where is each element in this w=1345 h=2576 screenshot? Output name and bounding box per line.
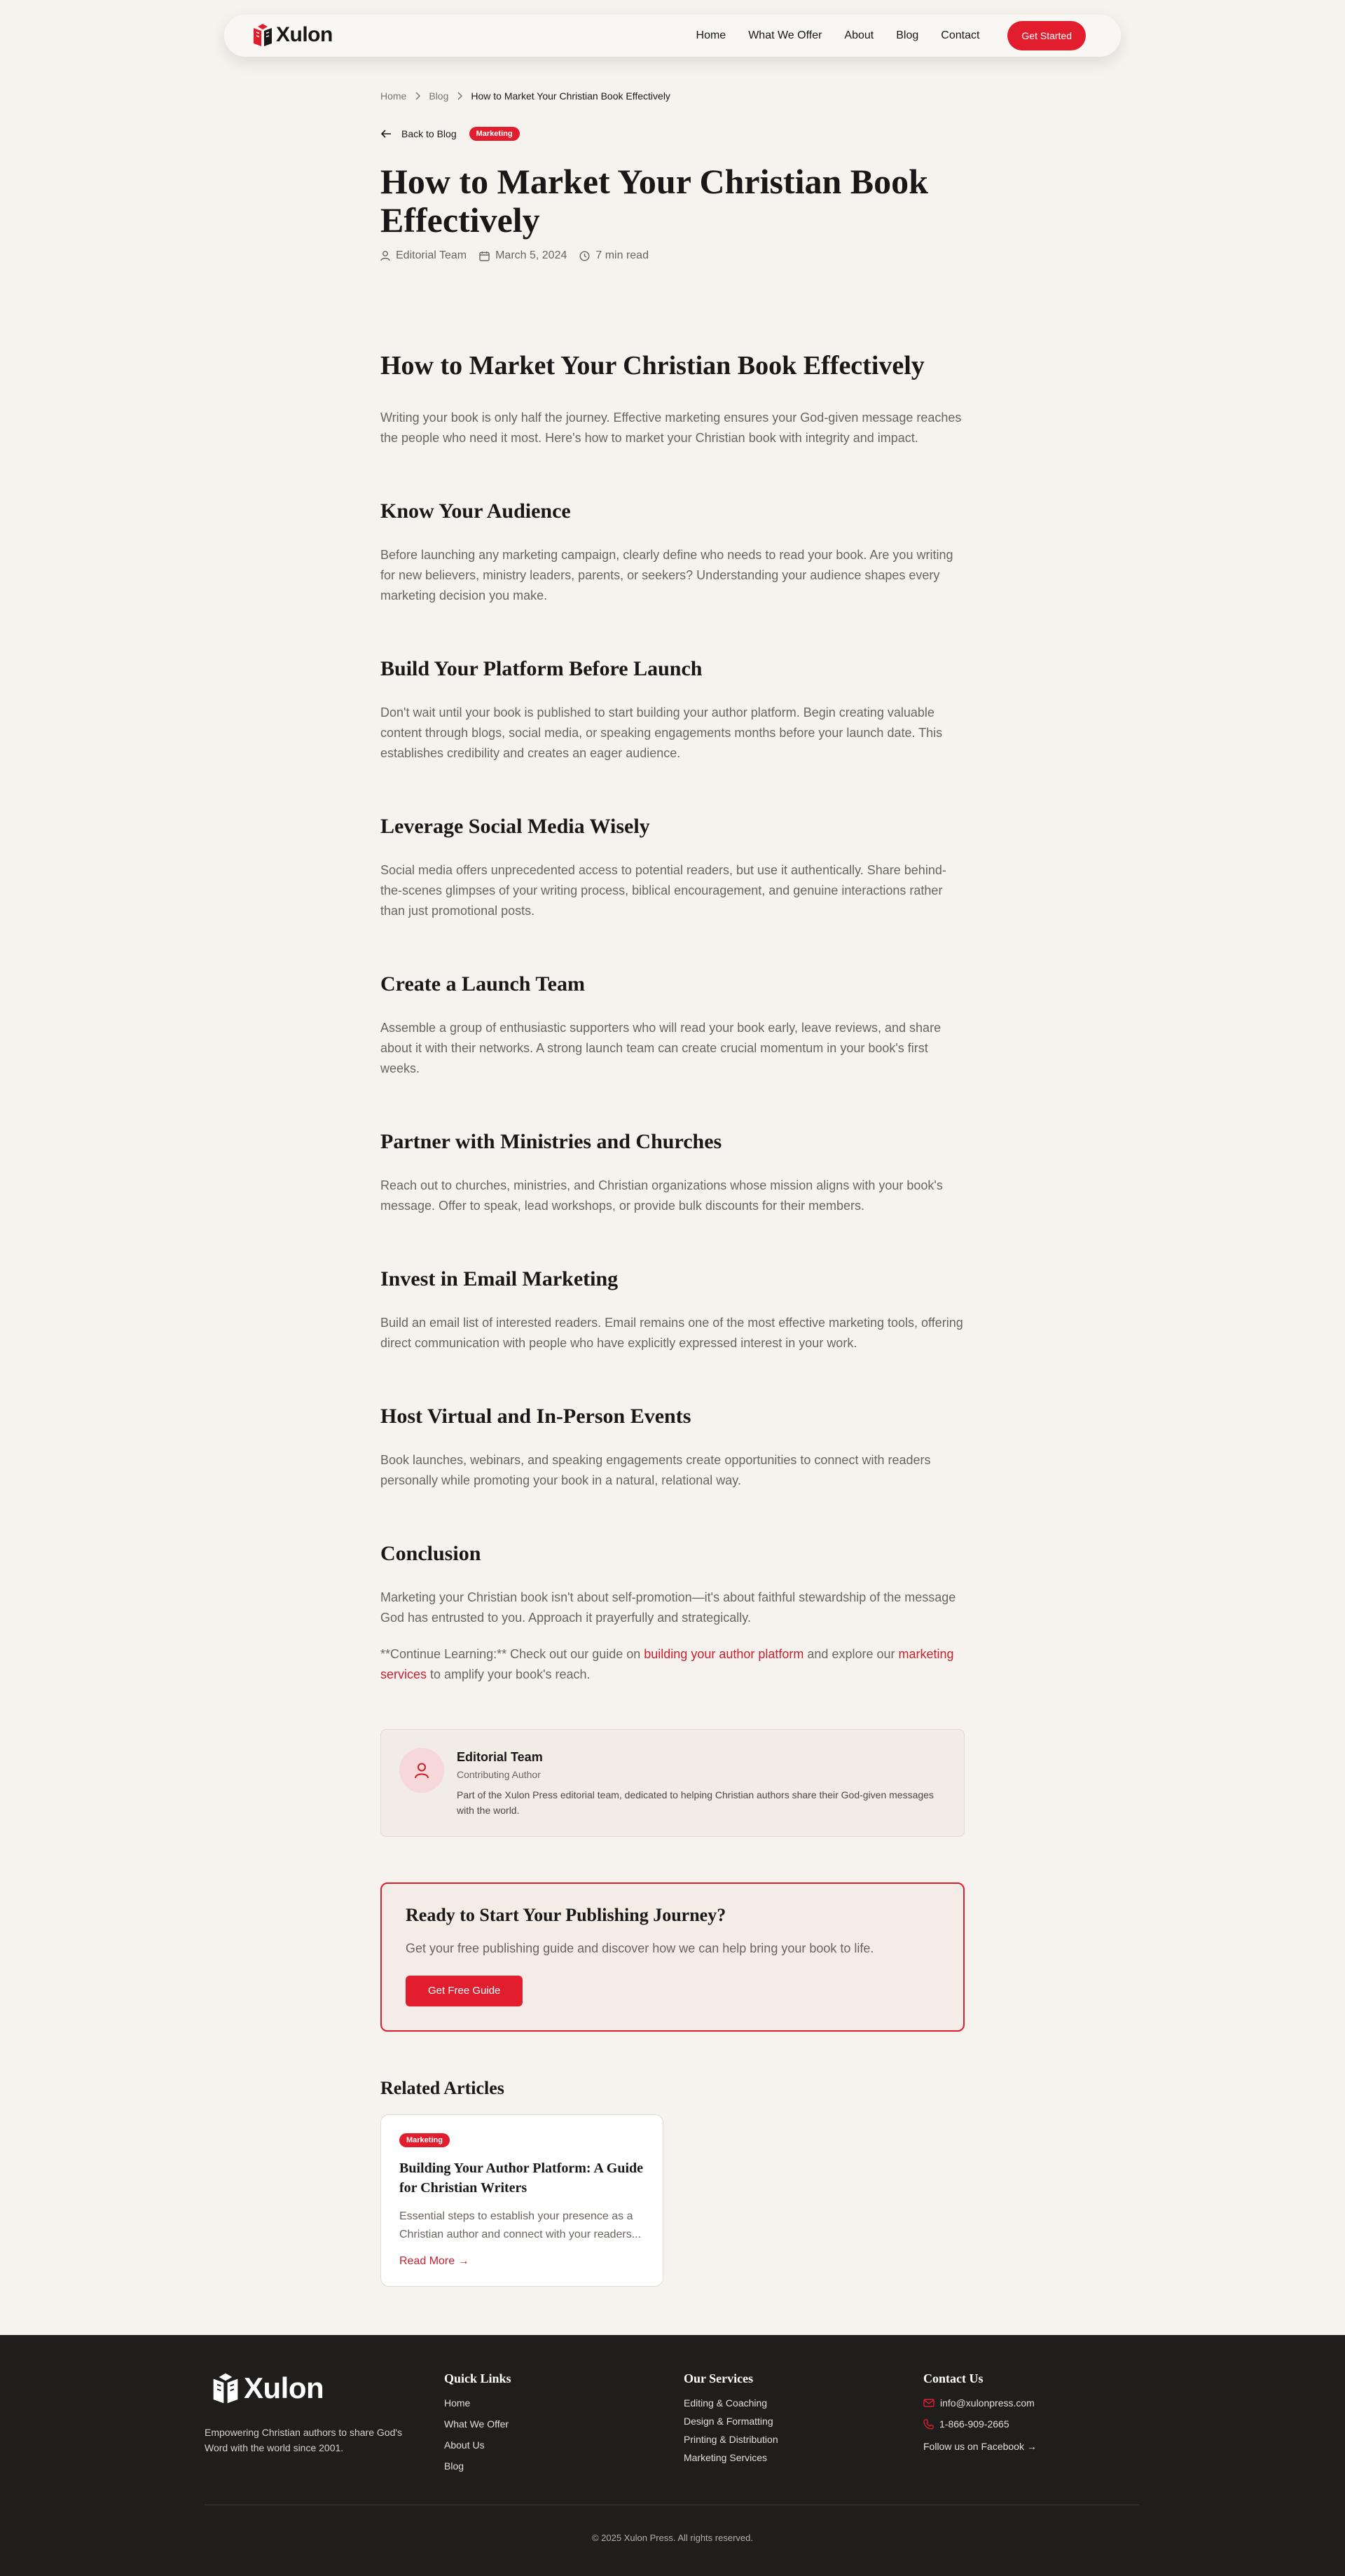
section-body: Social media offers unprecedented access to potential readers, but use it authentically. Share behind-the-scenes glimpses of your writing process, biblical encouragement, and genuine interactions rather than just promotional posts.	[380, 862, 946, 918]
conclusion-heading: Conclusion	[380, 1541, 481, 1565]
footer-link-about-us[interactable]: About Us	[444, 2439, 485, 2451]
back-to-blog-link[interactable]: Back to Blog	[401, 128, 457, 139]
meta-author-text: Editorial Team	[396, 249, 467, 261]
footer-service-marketing[interactable]: Marketing Services	[684, 2452, 768, 2463]
article-body	[380, 350, 965, 2287]
section-body: Before launching any marketing campaign, clearly define who needs to read your book. Are you writing for new believers, ministry leaders, parents, or seekers? Understanding your audience shapes every marketing decision you make.	[380, 547, 953, 602]
top-navbar	[224, 15, 1121, 57]
article-heading: How to Market Your Christian Book Effectively	[380, 351, 925, 380]
author-info	[457, 1748, 947, 1818]
footer-service-design[interactable]: Design & Formatting	[684, 2416, 773, 2427]
copyright: © 2025 Xulon Press. All rights reserved.	[592, 2533, 753, 2543]
section-heading: Know Your Audience	[380, 499, 571, 523]
section-body: Build an email list of interested readers. Email remains one of the most effective marketing tools, offering direct communication with people who have explicitly expressed interest in your work.	[380, 1315, 963, 1350]
footer-service-printing[interactable]: Printing & Distribution	[684, 2434, 778, 2445]
footer-contact-title: Contact Us	[923, 2371, 984, 2385]
nav-what-we-offer[interactable]: What We Offer	[748, 29, 822, 41]
nav-contact[interactable]: Contact	[941, 29, 980, 41]
footer-services-title: Our Services	[684, 2371, 754, 2385]
footer-tagline: Empowering Christian authors to share God's Word with the world since 2001.	[205, 2427, 403, 2453]
footer-contact	[923, 2371, 1037, 2452]
section-heading: Leverage Social Media Wisely	[380, 814, 650, 838]
chevron-right-icon	[415, 92, 420, 100]
cta-title: Ready to Start Your Publishing Journey?	[406, 1904, 726, 1925]
footer-email[interactable]: info@xulonpress.com	[940, 2397, 1035, 2409]
footer-link-blog[interactable]: Blog	[444, 2460, 464, 2472]
breadcrumb-home[interactable]: Home	[380, 90, 407, 102]
facebook-link[interactable]: Follow us on Facebook →	[923, 2441, 1037, 2452]
cta-box	[380, 1882, 965, 2032]
main-nav	[696, 20, 1086, 51]
book-logo-icon	[252, 22, 273, 48]
meta-read-time	[579, 249, 649, 262]
back-row	[380, 127, 520, 141]
footer-link-home[interactable]: Home	[444, 2397, 471, 2409]
footer-phone[interactable]: 1-866-909-2665	[939, 2418, 1009, 2430]
section-heading: Partner with Ministries and Churches	[380, 1129, 722, 1153]
section-body: Book launches, webinars, and speaking engagements create opportunities to connect with readers personally while promoting your book in a natural, relational way.	[380, 1452, 931, 1487]
section-heading: Host Virtual and In-Person Events	[380, 1404, 691, 1428]
footer-logo[interactable]	[212, 2371, 324, 2405]
continue-middle: and explore our	[803, 1646, 899, 1661]
continue-learning	[380, 1644, 965, 1685]
section-heading: Invest in Email Marketing	[380, 1267, 619, 1290]
section-body: Don't wait until your book is published to start building your author platform. Begin creating valuable content through blogs, social media, or speaking engagements months before your launch date. This establishes credibility and creates an eager audience.	[380, 705, 943, 760]
breadcrumb	[380, 90, 670, 102]
author-role: Contributing Author	[457, 1768, 541, 1780]
nav-about[interactable]: About	[844, 29, 874, 41]
meta-read-time-text: 7 min read	[595, 249, 649, 261]
author-name: Editorial Team	[457, 1749, 543, 1764]
continue-prefix: **Continue Learning:** Check out our guide on	[380, 1646, 644, 1661]
category-badge: Marketing	[399, 2133, 450, 2147]
clock-icon	[579, 251, 590, 261]
footer-quick-links-title: Quick Links	[444, 2371, 511, 2385]
related-article-card[interactable]	[380, 2114, 663, 2287]
nav-blog[interactable]: Blog	[896, 29, 919, 41]
breadcrumb-current: How to Market Your Christian Book Effectively	[471, 90, 670, 102]
footer-services	[684, 2371, 778, 2470]
user-icon	[414, 1762, 429, 1779]
meta-date	[479, 249, 567, 262]
section-body: Reach out to churches, ministries, and Christian organizations whose mission aligns with your book's message. Offer to speak, lead workshops, or provide bulk discounts for their members.	[380, 1178, 943, 1213]
section-body: Assemble a group of enthusiastic supporters who will read your book early, leave reviews, and share about it with their networks. A strong launch team can create crucial momentum in your book's first weeks.	[380, 1020, 942, 1075]
footer-link-what-we-offer[interactable]: What We Offer	[444, 2418, 509, 2430]
section-heading: Build Your Platform Before Launch	[380, 656, 703, 680]
footer-phone-row[interactable]	[923, 2418, 1037, 2430]
meta-date-text: March 5, 2024	[495, 249, 567, 261]
read-more-link[interactable]: Read More →	[399, 2254, 469, 2267]
logo[interactable]	[252, 22, 333, 48]
category-badge: Marketing	[469, 127, 520, 141]
related-article-excerpt: Essential steps to establish your presence as a Christian author and connect with your readers...	[399, 2210, 642, 2240]
author-bio: Part of the Xulon Press editorial team, dedicated to helping Christian authors share their God-given messages with the world.	[457, 1789, 934, 1816]
get-free-guide-button[interactable]: Get Free Guide	[406, 1976, 523, 2006]
footer-email-row[interactable]	[923, 2397, 1037, 2409]
post-meta	[380, 249, 661, 262]
avatar	[399, 1748, 444, 1793]
page-title: How to Market Your Christian Book Effectively	[380, 162, 928, 240]
phone-icon	[923, 2419, 934, 2430]
conclusion-body: Marketing your Christian book isn't about self-promotion—it's about faithful stewardship of the message God has entrusted to you. Approach it prayerfully and strategically.	[380, 1590, 956, 1625]
arrow-left-icon[interactable]	[380, 129, 392, 139]
logo-text: Xulon	[276, 23, 333, 46]
user-icon	[380, 250, 390, 261]
related-articles-title: Related Articles	[380, 2077, 504, 2098]
footer-logo-text: Xulon	[244, 2371, 324, 2404]
book-logo-icon	[212, 2371, 240, 2405]
related-article-title[interactable]: Building Your Author Platform: A Guide for Christian Writers	[399, 2160, 644, 2196]
get-started-button[interactable]: Get Started	[1007, 21, 1086, 50]
footer-service-editing[interactable]: Editing & Coaching	[684, 2397, 768, 2409]
calendar-icon	[479, 251, 490, 261]
article-intro: Writing your book is only half the journey. Effective marketing ensures your God-given message reaches the people who need it most. Here's how to market your Christian book with integrity and impact.	[380, 410, 962, 445]
marketing-services-link[interactable]: marketing services	[380, 1646, 954, 1681]
author-platform-link[interactable]: building your author platform	[644, 1646, 804, 1661]
cta-text: Get your free publishing guide and discover how we can help bring your book to life.	[406, 1941, 874, 1955]
footer	[0, 2335, 1345, 2576]
chevron-right-icon	[457, 92, 462, 100]
meta-author	[380, 249, 467, 262]
author-card	[380, 1729, 965, 1837]
breadcrumb-blog[interactable]: Blog	[429, 90, 449, 102]
continue-suffix: to amplify your book's reach.	[427, 1667, 591, 1681]
footer-quick-links	[444, 2371, 511, 2481]
nav-home[interactable]: Home	[696, 29, 726, 41]
mail-icon	[923, 2399, 934, 2407]
section-heading: Create a Launch Team	[380, 972, 585, 996]
